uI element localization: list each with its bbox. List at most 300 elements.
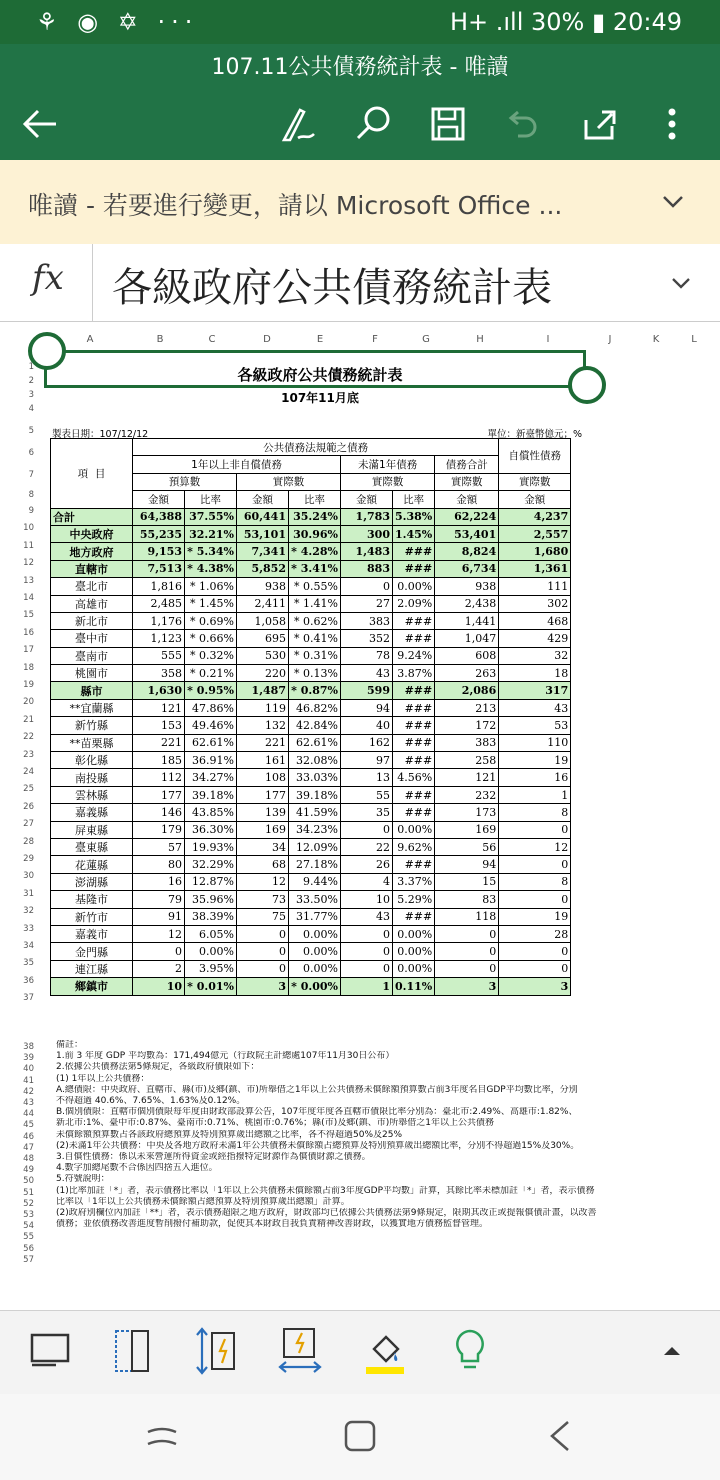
row-header[interactable]: 35 [23,958,34,969]
row-header[interactable]: 11 [23,540,34,551]
value-cell[interactable]: * 0.41% [289,630,341,647]
value-cell[interactable]: 302 [499,595,571,612]
row-header[interactable]: 5 [28,426,34,436]
value-cell[interactable]: 0 [435,960,499,977]
row-header[interactable]: 7 [28,470,34,480]
value-cell[interactable]: 49.46% [185,717,237,734]
row-header[interactable]: 26 [23,801,34,812]
value-cell[interactable]: 220 [237,665,289,682]
value-cell[interactable]: 42.84% [289,717,341,734]
row-header[interactable]: 6 [28,448,34,458]
selection-handle-end[interactable] [568,366,606,404]
share-icon[interactable] [574,100,622,148]
value-cell[interactable]: 34.27% [185,769,237,786]
value-cell[interactable]: * 4.38% [185,560,237,577]
gov-name-cell[interactable]: 嘉義市 [51,925,133,942]
value-cell[interactable]: 0 [499,960,571,977]
value-cell[interactable]: 12.09% [289,838,341,855]
value-cell[interactable]: 13 [341,769,393,786]
value-cell[interactable]: ### [393,560,435,577]
gov-name-cell[interactable]: 中央政府 [51,525,133,542]
value-cell[interactable]: 94 [341,699,393,716]
row-header[interactable]: 40 [23,1064,34,1075]
value-cell[interactable]: 108 [237,769,289,786]
column-header-F[interactable]: F [372,334,378,345]
value-cell[interactable]: 0 [341,578,393,595]
row-header[interactable]: 56 [23,1243,34,1254]
gov-name-cell[interactable]: 嘉義縣 [51,804,133,821]
value-cell[interactable]: 0.00% [289,943,341,960]
value-cell[interactable]: ### [393,699,435,716]
value-cell[interactable]: 111 [499,578,571,595]
value-cell[interactable]: 1,361 [499,560,571,577]
value-cell[interactable]: 1,783 [341,508,393,525]
value-cell[interactable]: 3 [435,978,499,995]
value-cell[interactable]: 173 [435,804,499,821]
value-cell[interactable]: 530 [237,647,289,664]
column-header-J[interactable]: J [608,334,612,345]
value-cell[interactable]: 75 [237,908,289,925]
value-cell[interactable]: 213 [435,699,499,716]
value-cell[interactable]: 32 [499,647,571,664]
value-cell[interactable]: 0.00% [289,925,341,942]
formula-bar[interactable] [0,244,720,322]
row-header[interactable]: 30 [23,871,34,882]
column-header-A[interactable]: A [86,334,94,345]
value-cell[interactable]: 33.50% [289,891,341,908]
value-cell[interactable]: 62.61% [289,734,341,751]
value-cell[interactable]: * 0.66% [185,630,237,647]
value-cell[interactable]: * 1.41% [289,595,341,612]
value-cell[interactable]: 300 [341,525,393,542]
value-cell[interactable]: 177 [237,786,289,803]
value-cell[interactable]: 37.55% [185,508,237,525]
value-cell[interactable]: 3.95% [185,960,237,977]
value-cell[interactable]: 0 [341,925,393,942]
gov-name-cell[interactable]: 連江縣 [51,960,133,977]
value-cell[interactable]: 7,341 [237,543,289,560]
value-cell[interactable]: 258 [435,752,499,769]
row-header[interactable]: 1 [28,362,34,372]
lightbulb-icon[interactable] [446,1325,494,1377]
selected-range[interactable] [44,350,586,388]
value-cell[interactable]: 221 [237,734,289,751]
value-cell[interactable]: 169 [237,821,289,838]
value-cell[interactable]: 1 [341,978,393,995]
row-height-icon[interactable] [192,1325,240,1377]
row-header[interactable]: 8 [28,490,34,500]
value-cell[interactable]: 32.29% [185,856,237,873]
value-cell[interactable]: 53,401 [435,525,499,542]
value-cell[interactable]: 46.82% [289,699,341,716]
value-cell[interactable]: 0.00% [393,821,435,838]
value-cell[interactable]: 94 [435,856,499,873]
value-cell[interactable]: 468 [499,612,571,629]
column-header-K[interactable]: K [652,334,660,345]
gov-name-cell[interactable]: 臺東縣 [51,838,133,855]
row-header[interactable]: 54 [23,1221,34,1232]
gov-name-cell[interactable]: **宜蘭縣 [51,699,133,716]
row-header[interactable]: 55 [23,1232,34,1243]
value-cell[interactable]: 358 [133,665,185,682]
value-cell[interactable]: 5.38% [393,508,435,525]
value-cell[interactable]: 39.18% [185,786,237,803]
value-cell[interactable]: 0 [499,856,571,873]
row-header[interactable]: 15 [23,610,34,621]
gov-name-cell[interactable]: 花蓮縣 [51,856,133,873]
column-header-D[interactable]: D [263,334,271,345]
value-cell[interactable]: 56 [435,838,499,855]
gov-name-cell[interactable]: 金門縣 [51,943,133,960]
fill-color-icon[interactable] [360,1325,408,1377]
gov-name-cell[interactable]: **苗栗縣 [51,734,133,751]
value-cell[interactable]: 18 [499,665,571,682]
gov-name-cell[interactable]: 雲林縣 [51,786,133,803]
value-cell[interactable]: 97 [341,752,393,769]
value-cell[interactable]: 4.56% [393,769,435,786]
value-cell[interactable]: 1.45% [393,525,435,542]
row-header[interactable]: 49 [23,1165,34,1176]
value-cell[interactable]: 169 [435,821,499,838]
row-header[interactable]: 36 [23,975,34,986]
gov-name-cell[interactable]: 南投縣 [51,769,133,786]
value-cell[interactable]: 121 [435,769,499,786]
value-cell[interactable]: 83 [435,891,499,908]
value-cell[interactable]: 30.96% [289,525,341,542]
value-cell[interactable]: 1,487 [237,682,289,699]
value-cell[interactable]: 19 [499,908,571,925]
value-cell[interactable]: 62.61% [185,734,237,751]
value-cell[interactable]: ### [393,804,435,821]
value-cell[interactable]: * 4.28% [289,543,341,560]
formula-value[interactable]: 各級政府公共債務統計表 [112,265,552,311]
value-cell[interactable]: 4,237 [499,508,571,525]
value-cell[interactable]: 132 [237,717,289,734]
value-cell[interactable]: 91 [133,908,185,925]
value-cell[interactable]: 16 [133,873,185,890]
gov-name-cell[interactable]: 合計 [51,508,133,525]
value-cell[interactable]: 2,086 [435,682,499,699]
value-cell[interactable]: ### [393,856,435,873]
value-cell[interactable]: 0.00% [393,943,435,960]
gov-name-cell[interactable]: 臺中市 [51,630,133,647]
value-cell[interactable]: 41.59% [289,804,341,821]
value-cell[interactable]: 1,483 [341,543,393,560]
column-header-I[interactable]: I [546,334,550,345]
value-cell[interactable]: 19 [499,752,571,769]
value-cell[interactable]: 27.18% [289,856,341,873]
gov-name-cell[interactable]: 鄉鎮市 [51,978,133,995]
value-cell[interactable]: 12 [133,925,185,942]
value-cell[interactable]: 0 [499,943,571,960]
row-header[interactable]: 51 [23,1187,34,1198]
value-cell[interactable]: 4 [341,873,393,890]
value-cell[interactable]: 0.00% [185,943,237,960]
selection-handle-start[interactable] [28,332,66,370]
value-cell[interactable]: 2,411 [237,595,289,612]
gov-name-cell[interactable]: 高雄市 [51,595,133,612]
value-cell[interactable]: 34 [237,838,289,855]
row-header[interactable]: 47 [23,1142,34,1153]
value-cell[interactable]: 112 [133,769,185,786]
row-header[interactable]: 22 [23,732,34,743]
more-options-icon[interactable] [648,100,696,148]
value-cell[interactable]: 43 [341,665,393,682]
value-cell[interactable]: 8 [499,873,571,890]
column-header-H[interactable]: H [476,334,484,345]
value-cell[interactable]: 2,438 [435,595,499,612]
row-header[interactable]: 3 [28,390,34,400]
value-cell[interactable]: 73 [237,891,289,908]
row-header[interactable]: 2 [28,376,34,386]
value-cell[interactable]: 22 [341,838,393,855]
row-header[interactable]: 31 [23,888,34,899]
value-cell[interactable]: ### [393,612,435,629]
row-header[interactable]: 24 [23,767,34,777]
insert-comment-icon[interactable] [28,1325,76,1377]
gov-name-cell[interactable]: 彰化縣 [51,752,133,769]
value-cell[interactable]: 232 [435,786,499,803]
value-cell[interactable]: 161 [237,752,289,769]
row-header[interactable]: 38 [23,1042,34,1052]
value-cell[interactable]: 39.18% [289,786,341,803]
value-cell[interactable]: 0.00% [393,925,435,942]
value-cell[interactable]: 64,388 [133,508,185,525]
row-header[interactable]: 18 [23,662,34,673]
value-cell[interactable]: 0 [499,891,571,908]
recent-apps-icon[interactable] [140,1414,184,1458]
gov-name-cell[interactable]: 臺北市 [51,578,133,595]
row-header[interactable]: 10 [23,523,34,534]
value-cell[interactable]: 68 [237,856,289,873]
row-header[interactable]: 4 [28,404,34,414]
value-cell[interactable]: 0 [237,925,289,942]
value-cell[interactable]: 34.23% [289,821,341,838]
value-cell[interactable]: 12.87% [185,873,237,890]
value-cell[interactable]: 1,123 [133,630,185,647]
spreadsheet-grid[interactable] [0,322,720,1310]
value-cell[interactable]: 5,852 [237,560,289,577]
value-cell[interactable]: 60,441 [237,508,289,525]
value-cell[interactable]: 0 [341,943,393,960]
expand-up-icon[interactable] [660,1341,684,1361]
row-header[interactable]: 12 [23,558,34,569]
value-cell[interactable]: 36.91% [185,752,237,769]
row-header[interactable]: 44 [23,1109,34,1120]
value-cell[interactable]: 35 [341,804,393,821]
value-cell[interactable]: 2,557 [499,525,571,542]
value-cell[interactable]: 2 [133,960,185,977]
value-cell[interactable]: ### [393,752,435,769]
value-cell[interactable]: 27 [341,595,393,612]
value-cell[interactable]: * 0.21% [185,665,237,682]
row-header[interactable]: 48 [23,1154,34,1164]
value-cell[interactable]: 0.00% [393,960,435,977]
value-cell[interactable]: 40 [341,717,393,734]
value-cell[interactable]: 43 [341,908,393,925]
value-cell[interactable]: 139 [237,804,289,821]
value-cell[interactable]: 162 [341,734,393,751]
value-cell[interactable]: 1,047 [435,630,499,647]
value-cell[interactable]: 383 [341,612,393,629]
row-header[interactable]: 41 [23,1075,34,1086]
gov-name-cell[interactable]: 基隆市 [51,891,133,908]
value-cell[interactable]: 16 [499,769,571,786]
value-cell[interactable]: 0.00% [393,578,435,595]
column-header-L[interactable]: L [691,334,697,345]
value-cell[interactable]: * 0.32% [185,647,237,664]
value-cell[interactable]: ### [393,682,435,699]
value-cell[interactable]: 19.93% [185,838,237,855]
value-cell[interactable]: 179 [133,821,185,838]
value-cell[interactable]: 1,680 [499,543,571,560]
value-cell[interactable]: 119 [237,699,289,716]
sheet-title[interactable]: 各級政府公共債務統計表 [237,366,403,384]
row-header[interactable]: 32 [23,906,34,917]
row-header[interactable]: 20 [23,697,34,708]
value-cell[interactable]: 1,816 [133,578,185,595]
value-cell[interactable]: 10 [341,891,393,908]
value-cell[interactable]: * 3.41% [289,560,341,577]
value-cell[interactable]: * 0.87% [289,682,341,699]
row-header[interactable]: 27 [23,819,34,830]
value-cell[interactable]: 146 [133,804,185,821]
back-arrow-icon[interactable] [16,100,64,148]
value-cell[interactable]: 118 [435,908,499,925]
value-cell[interactable]: 35.24% [289,508,341,525]
value-cell[interactable]: 7,513 [133,560,185,577]
value-cell[interactable]: 0.11% [393,978,435,995]
gov-name-cell[interactable]: 縣市 [51,682,133,699]
gov-name-cell[interactable]: 桃園市 [51,665,133,682]
value-cell[interactable]: 80 [133,856,185,873]
value-cell[interactable]: 79 [133,891,185,908]
chevron-down-icon[interactable] [660,188,686,214]
column-header-E[interactable]: E [316,334,324,345]
value-cell[interactable]: 2.09% [393,595,435,612]
value-cell[interactable]: 38.39% [185,908,237,925]
value-cell[interactable]: 10 [133,978,185,995]
column-width-icon[interactable] [276,1325,324,1377]
row-header[interactable]: 43 [23,1098,34,1108]
value-cell[interactable]: 2,485 [133,595,185,612]
value-cell[interactable]: * 1.06% [185,578,237,595]
value-cell[interactable]: 352 [341,630,393,647]
value-cell[interactable]: 1,058 [237,612,289,629]
value-cell[interactable]: 0 [435,943,499,960]
value-cell[interactable]: 0 [237,960,289,977]
gov-name-cell[interactable]: 臺南市 [51,647,133,664]
value-cell[interactable]: 0 [341,960,393,977]
value-cell[interactable]: 3.87% [393,665,435,682]
gov-name-cell[interactable]: 地方政府 [51,543,133,560]
value-cell[interactable]: * 0.62% [289,612,341,629]
value-cell[interactable]: 599 [341,682,393,699]
value-cell[interactable]: 57 [133,838,185,855]
value-cell[interactable]: 177 [133,786,185,803]
column-header-G[interactable]: G [422,334,430,345]
row-header[interactable]: 25 [23,784,34,795]
value-cell[interactable]: ### [393,908,435,925]
value-cell[interactable]: ### [393,543,435,560]
value-cell[interactable]: 3.37% [393,873,435,890]
value-cell[interactable]: 33.03% [289,769,341,786]
back-nav-icon[interactable] [540,1414,584,1458]
row-header[interactable]: 52 [23,1198,34,1209]
value-cell[interactable]: 53 [499,717,571,734]
value-cell[interactable]: 6.05% [185,925,237,942]
row-header[interactable]: 17 [23,645,34,656]
column-header-B[interactable]: B [156,334,164,345]
value-cell[interactable]: 429 [499,630,571,647]
value-cell[interactable]: * 0.95% [185,682,237,699]
value-cell[interactable]: * 0.01% [185,978,237,995]
value-cell[interactable]: 55,235 [133,525,185,542]
value-cell[interactable]: 47.86% [185,699,237,716]
value-cell[interactable]: * 1.45% [185,595,237,612]
search-icon[interactable] [350,100,398,148]
value-cell[interactable]: 9.44% [289,873,341,890]
gov-name-cell[interactable]: 屏東縣 [51,821,133,838]
value-cell[interactable]: 53,101 [237,525,289,542]
gov-name-cell[interactable]: 新竹市 [51,908,133,925]
row-header[interactable]: 28 [23,836,34,847]
value-cell[interactable]: 263 [435,665,499,682]
value-cell[interactable]: 43.85% [185,804,237,821]
value-cell[interactable]: 15 [435,873,499,890]
value-cell[interactable]: 317 [499,682,571,699]
value-cell[interactable]: * 0.69% [185,612,237,629]
value-cell[interactable]: 12 [499,838,571,855]
value-cell[interactable]: 31.77% [289,908,341,925]
value-cell[interactable]: 221 [133,734,185,751]
gov-name-cell[interactable]: 澎湖縣 [51,873,133,890]
row-header[interactable]: 42 [23,1086,34,1097]
value-cell[interactable]: * 0.13% [289,665,341,682]
value-cell[interactable]: 28 [499,925,571,942]
value-cell[interactable]: 0 [341,821,393,838]
value-cell[interactable]: ### [393,786,435,803]
value-cell[interactable]: 0.00% [289,960,341,977]
value-cell[interactable]: 121 [133,699,185,716]
value-cell[interactable]: 1 [499,786,571,803]
value-cell[interactable]: * 5.34% [185,543,237,560]
value-cell[interactable]: 6,734 [435,560,499,577]
value-cell[interactable]: 0 [133,943,185,960]
value-cell[interactable]: 1,176 [133,612,185,629]
value-cell[interactable]: 78 [341,647,393,664]
value-cell[interactable]: 8 [499,804,571,821]
row-header[interactable]: 53 [23,1210,34,1220]
value-cell[interactable]: 36.30% [185,821,237,838]
value-cell[interactable]: 185 [133,752,185,769]
value-cell[interactable]: 26 [341,856,393,873]
draw-pen-icon[interactable] [276,100,324,148]
value-cell[interactable]: 9.62% [393,838,435,855]
read-only-notice[interactable] [0,160,720,244]
value-cell[interactable]: ### [393,630,435,647]
row-header[interactable]: 29 [23,854,34,864]
row-header[interactable]: 46 [23,1131,34,1142]
row-header[interactable]: 39 [23,1053,34,1064]
value-cell[interactable]: 555 [133,647,185,664]
gov-name-cell[interactable]: 新竹縣 [51,717,133,734]
value-cell[interactable]: 9.24% [393,647,435,664]
value-cell[interactable]: 938 [435,578,499,595]
value-cell[interactable]: 43 [499,699,571,716]
value-cell[interactable]: 383 [435,734,499,751]
value-cell[interactable]: * 0.31% [289,647,341,664]
